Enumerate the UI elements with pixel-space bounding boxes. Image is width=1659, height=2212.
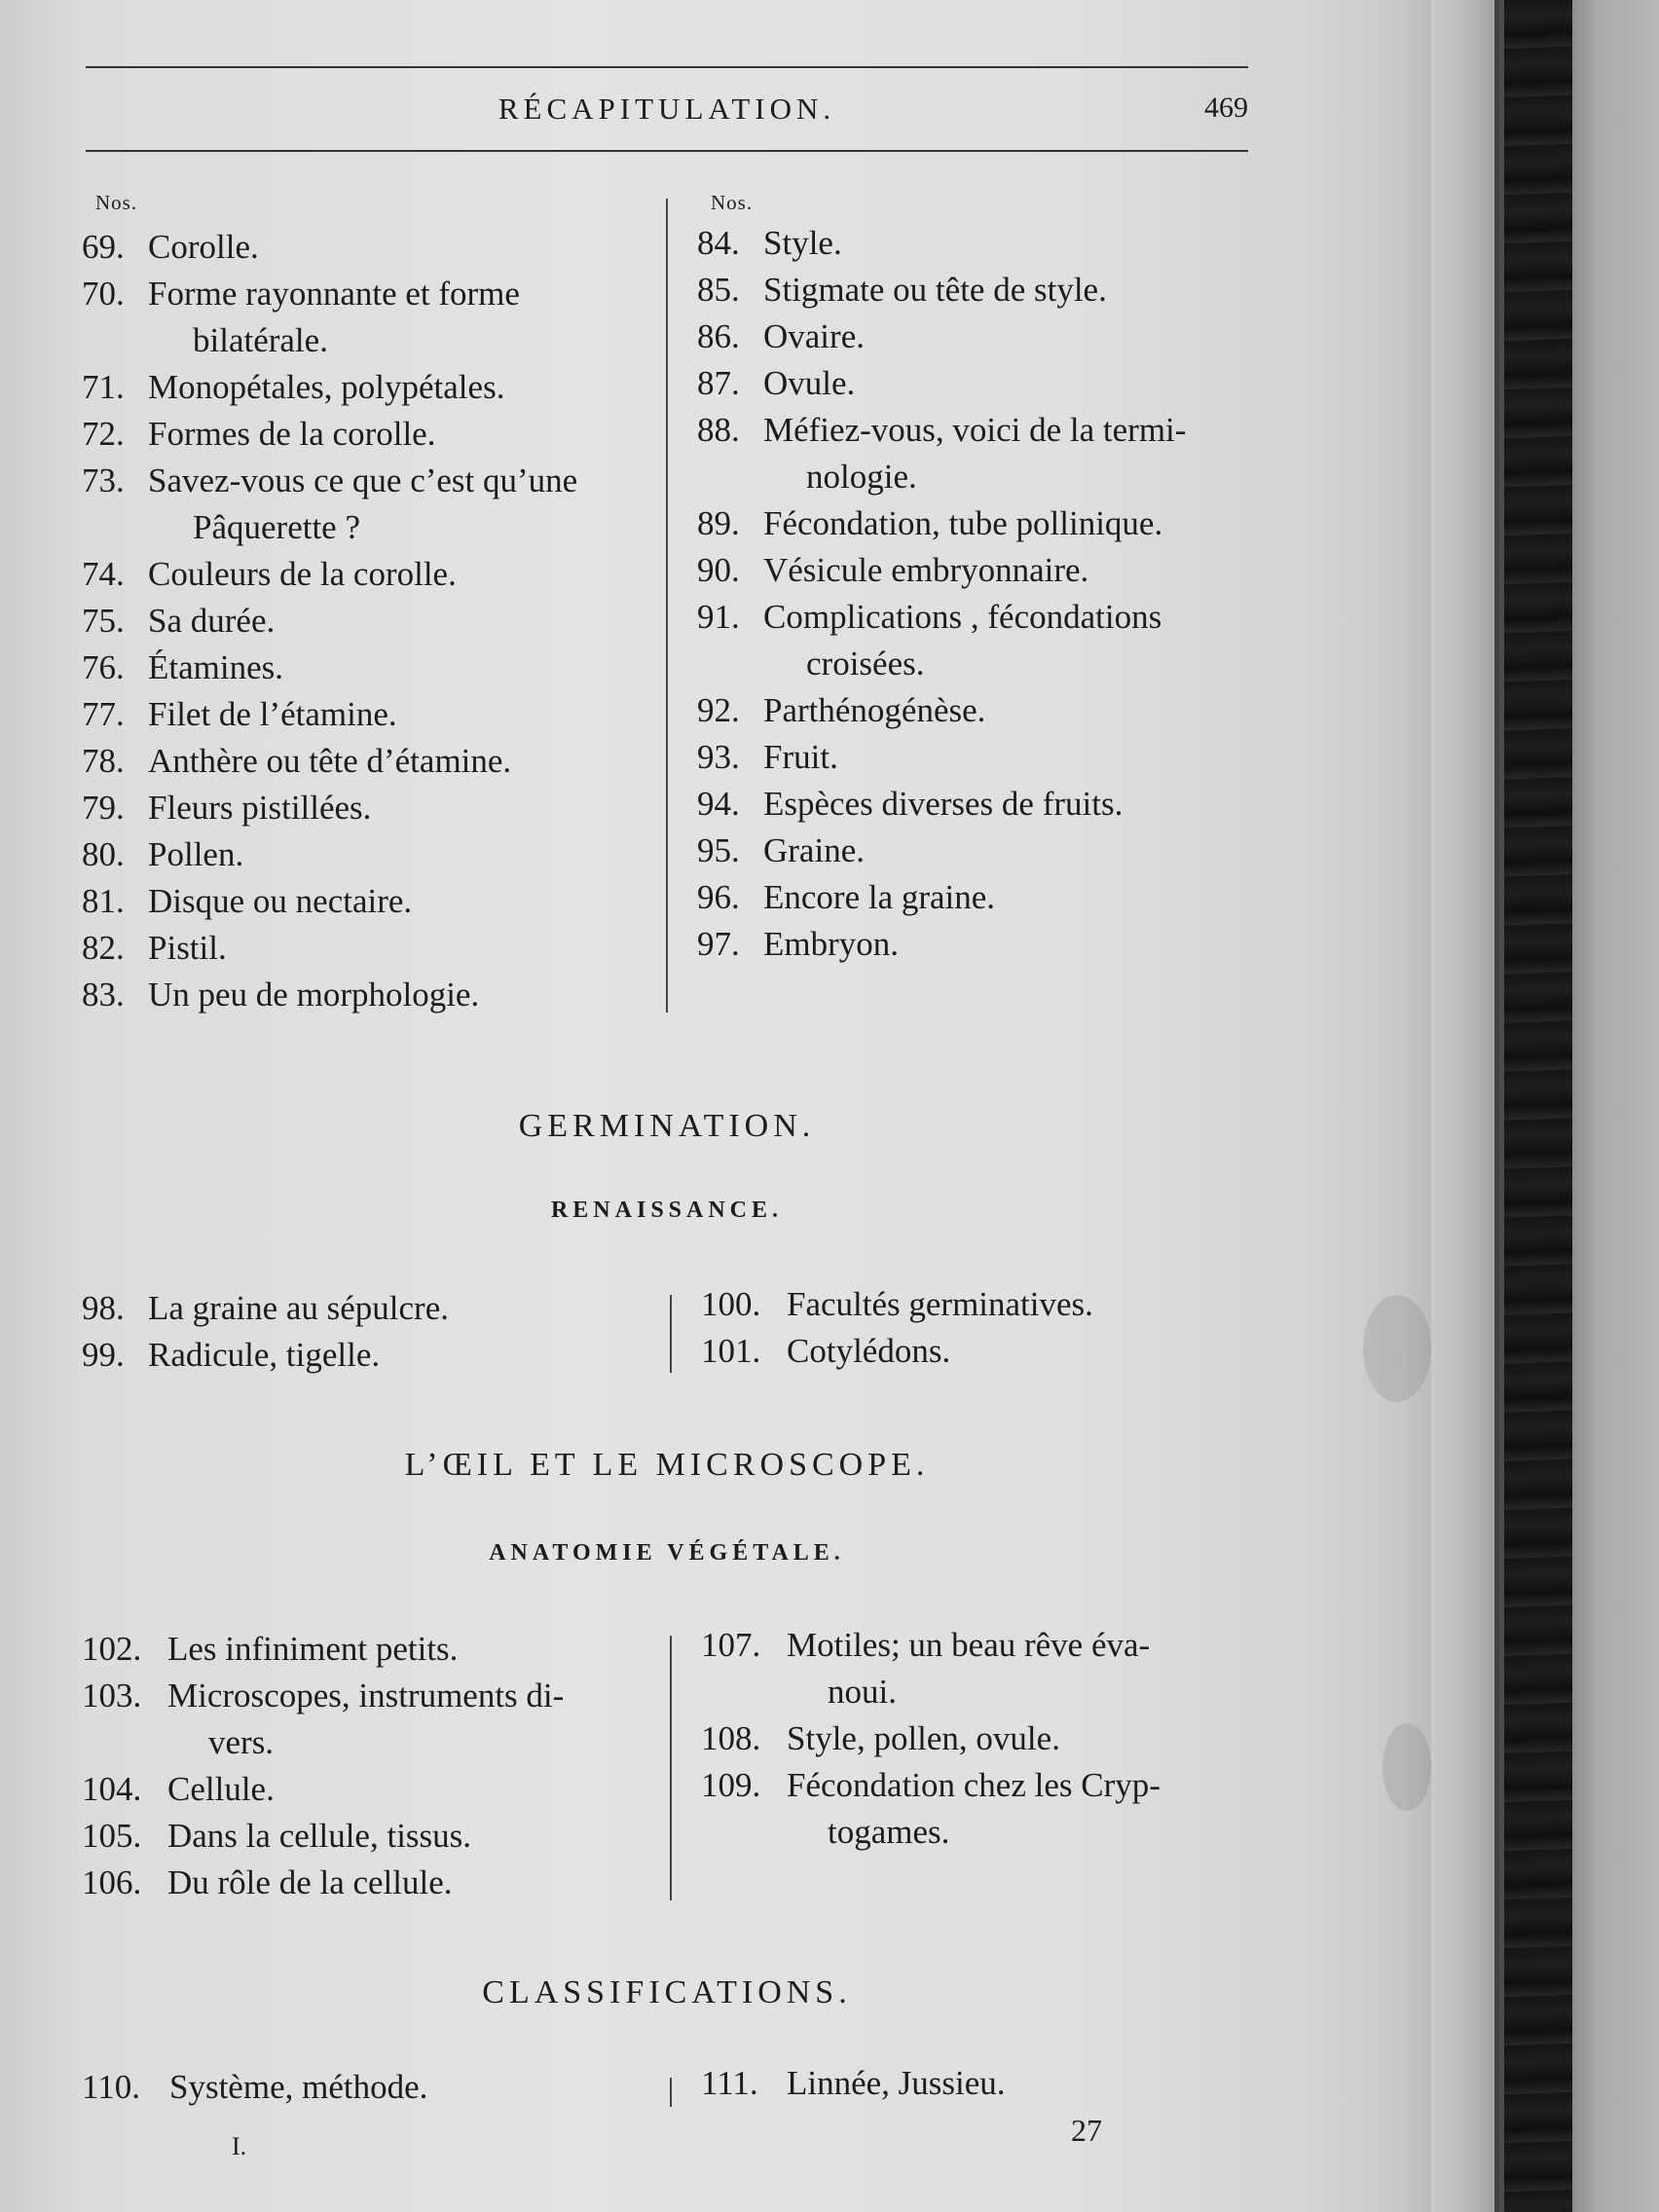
entry-title: Cellule.: [167, 1770, 275, 1808]
entry-title: Graine.: [763, 831, 865, 869]
toc-entry: [701, 1281, 1256, 1328]
entry-number: 88.: [697, 411, 740, 449]
toc-entry: [82, 1766, 639, 1813]
entry-number: 91.: [697, 598, 740, 636]
toc-entry: [82, 1332, 639, 1379]
toc-entry: [82, 785, 639, 831]
toc-entry: [697, 921, 1252, 968]
section-heading-classifications: CLASSIFICATIONS.: [482, 1974, 852, 2010]
entry-title: Ovaire.: [763, 317, 865, 355]
column-left: [82, 191, 639, 1018]
entry-title: Motiles; un beau rêve éva-: [787, 1626, 1151, 1664]
nos-label: Nos.: [95, 191, 138, 214]
entry-title: Complications , fécondations: [763, 598, 1162, 636]
entry-title: Forme rayonnante et forme: [148, 275, 520, 313]
column-right: [697, 191, 1252, 968]
entry-title: Cotylédons.: [787, 1332, 951, 1370]
entry-title: Filet de l’étamine.: [148, 695, 397, 733]
toc-entry: [82, 645, 639, 691]
running-title: RÉCAPITULATION.: [498, 92, 836, 126]
entry-title-continuation: bilatérale.: [193, 321, 328, 359]
entry-number: 76.: [82, 648, 125, 686]
toc-entry: [82, 271, 639, 317]
entry-number: 84.: [697, 224, 740, 262]
toc-entry: [701, 1328, 1256, 1375]
section-subheading-renaissance: RENAISSANCE.: [550, 1198, 784, 1223]
entry-title: Stigmate ou tête de style.: [763, 271, 1107, 309]
entry-title-continuation: togames.: [828, 1813, 950, 1851]
top-rule: [86, 66, 1248, 68]
entry-title: Couleurs de la corolle.: [148, 555, 457, 593]
entry-title: Méfiez-vous, voici de la termi-: [763, 411, 1187, 449]
toc-entry: [82, 691, 639, 738]
toc-entry: [701, 1762, 1256, 1809]
entry-title: Facultés germinatives.: [787, 1285, 1093, 1323]
toc-entry: [82, 458, 639, 504]
entry-title: Style, pollen, ovule.: [787, 1719, 1060, 1757]
nos-label: Nos.: [711, 191, 754, 214]
section-subheading-anatomie: ANATOMIE VÉGÉTALE.: [489, 1540, 845, 1566]
entry-title: Espèces diverses de fruits.: [763, 785, 1124, 823]
entry-title: Microscopes, instruments di-: [167, 1677, 565, 1714]
entry-title: Anthère ou tête d’étamine.: [148, 742, 512, 780]
toc-entry: [82, 831, 639, 878]
toc-entry: [82, 598, 639, 645]
entry-title: Formes de la corolle.: [148, 415, 436, 453]
entry-number: 111.: [701, 2064, 758, 2102]
entry-title: La graine au sépulcre.: [148, 1289, 450, 1327]
entry-title: Système, méthode.: [169, 2068, 428, 2106]
entry-title: Dans la cellule, tissus.: [167, 1817, 472, 1855]
section-heading-microscope: L’ŒIL ET LE MICROSCOPE.: [404, 1447, 930, 1483]
entry-number: 82.: [82, 929, 125, 967]
running-head: [86, 92, 1248, 134]
toc-entry: [697, 500, 1252, 547]
header-rule: [86, 150, 1248, 152]
entry-title: Ovule.: [763, 364, 856, 402]
entry-number: 92.: [697, 691, 740, 729]
toc-entry: [82, 878, 639, 925]
entry-number: 97.: [697, 925, 740, 963]
toc-entry: [82, 1860, 639, 1906]
entry-number: 85.: [697, 271, 740, 309]
entry-title: Disque ou nectaire.: [148, 882, 413, 920]
entry-number: 95.: [697, 831, 740, 869]
entry-title-continuation: nologie.: [806, 458, 917, 496]
column-right: [701, 1285, 1256, 1375]
entry-number: 74.: [82, 555, 125, 593]
entry-number: 86.: [697, 317, 740, 355]
entry-title: Sa durée.: [148, 602, 276, 640]
entry-title: Un peu de morphologie.: [148, 976, 480, 1014]
entry-title: Fécondation, tube pollinique.: [763, 504, 1163, 542]
entry-number: 69.: [82, 228, 125, 266]
toc-entry: [82, 925, 639, 972]
book-spine: [1504, 0, 1572, 2212]
entry-number: 107.: [701, 1626, 761, 1664]
entry-number: 75.: [82, 602, 125, 640]
signature-mark: I.: [232, 2132, 247, 2160]
toc-entry: [701, 1622, 1256, 1669]
toc-entry: [701, 2060, 1256, 2107]
toc-entry: [697, 828, 1252, 874]
gutter-shadow: [1402, 0, 1499, 2212]
entry-number: 101.: [701, 1332, 761, 1370]
entry-title: Fleurs pistillées.: [148, 789, 372, 827]
entry-number: 98.: [82, 1289, 125, 1327]
entry-number: 100.: [701, 1285, 761, 1323]
entry-title: Monopétales, polypétales.: [148, 368, 505, 406]
toc-entry: [697, 360, 1252, 407]
entry-title-continuation: vers.: [208, 1723, 275, 1761]
entry-title: Vésicule embryonnaire.: [763, 551, 1089, 589]
entry-title: Pollen.: [148, 835, 244, 873]
entry-title: Embryon.: [763, 925, 900, 963]
toc-entry: [82, 1813, 639, 1860]
entry-title: Style.: [763, 224, 842, 262]
sheet-number: 27: [1071, 2113, 1102, 2148]
toc-entry: [82, 1626, 639, 1673]
column-left: [82, 2064, 639, 2111]
toc-entry: [82, 972, 639, 1018]
entry-title: Étamines.: [148, 648, 283, 686]
toc-entry: [697, 734, 1252, 781]
column-left: [82, 1285, 639, 1379]
entry-title: Fécondation chez les Cryp-: [787, 1766, 1161, 1804]
entry-number: 81.: [82, 882, 125, 920]
toc-entry: [697, 547, 1252, 594]
toc-entry: [697, 267, 1252, 313]
entry-number: 72.: [82, 415, 125, 453]
entry-title: Parthénogénèse.: [763, 691, 986, 729]
entry-title: Corolle.: [148, 228, 259, 266]
column-divider: [670, 1636, 672, 1900]
entry-number: 105.: [82, 1817, 142, 1855]
column-divider: [670, 1295, 672, 1373]
toc-entry: [82, 411, 639, 458]
toc-entry: [82, 1285, 639, 1332]
column-left: [82, 1626, 639, 1906]
toc-entry: [701, 1715, 1256, 1762]
toc-entry: [697, 407, 1252, 454]
entry-title: Fruit.: [763, 738, 838, 776]
entry-number: 70.: [82, 275, 125, 313]
column-right: [701, 2064, 1256, 2107]
entry-number: 109.: [701, 1766, 761, 1804]
entry-number: 96.: [697, 878, 740, 916]
toc-entry: [82, 551, 639, 598]
section-heading-germination: GERMINATION.: [518, 1108, 816, 1144]
column-right: [701, 1626, 1256, 1856]
book-board: [1572, 0, 1659, 2212]
toc-entry: [697, 687, 1252, 734]
toc-entry: [82, 224, 639, 271]
entry-number: 87.: [697, 364, 740, 402]
entry-number: 93.: [697, 738, 740, 776]
entry-number: 104.: [82, 1770, 142, 1808]
entry-title: Encore la graine.: [763, 878, 996, 916]
entry-title: Radicule, tigelle.: [148, 1336, 381, 1374]
entry-number: 94.: [697, 785, 740, 823]
entry-number: 83.: [82, 976, 125, 1014]
entry-title-continuation: noui.: [828, 1673, 897, 1711]
entry-title: Du rôle de la cellule.: [167, 1863, 453, 1901]
entry-number: 99.: [82, 1336, 125, 1374]
entry-title: Linnée, Jussieu.: [787, 2064, 1006, 2102]
page-number: 469: [1204, 92, 1248, 124]
toc-entry: [697, 594, 1252, 641]
entry-number: 90.: [697, 551, 740, 589]
entry-title-continuation: croisées.: [806, 645, 925, 682]
column-divider: [670, 2078, 672, 2107]
toc-entry: [82, 738, 639, 785]
entry-number: 89.: [697, 504, 740, 542]
toc-entry: [82, 1673, 639, 1719]
entry-title: Pistil.: [148, 929, 227, 967]
toc-entry: [697, 781, 1252, 828]
entry-number: 79.: [82, 789, 125, 827]
toc-entry: [82, 364, 639, 411]
entry-number: 71.: [82, 368, 125, 406]
entry-number: 73.: [82, 461, 125, 499]
entry-number: 102.: [82, 1630, 142, 1668]
entry-number: 110.: [82, 2068, 140, 2106]
toc-entry: [697, 874, 1252, 921]
entry-number: 103.: [82, 1677, 142, 1714]
entry-number: 106.: [82, 1863, 142, 1901]
toc-entry: [697, 313, 1252, 360]
entry-title: Les infiniment petits.: [167, 1630, 459, 1668]
column-divider: [666, 199, 668, 1013]
entry-number: 78.: [82, 742, 125, 780]
entry-title-continuation: Pâquerette ?: [193, 508, 360, 546]
entry-number: 108.: [701, 1719, 761, 1757]
entry-title: Savez-vous ce que c’est qu’une: [148, 461, 578, 499]
entry-number: 80.: [82, 835, 125, 873]
entry-number: 77.: [82, 695, 125, 733]
toc-entry: [82, 2064, 639, 2111]
toc-entry: [697, 220, 1252, 267]
